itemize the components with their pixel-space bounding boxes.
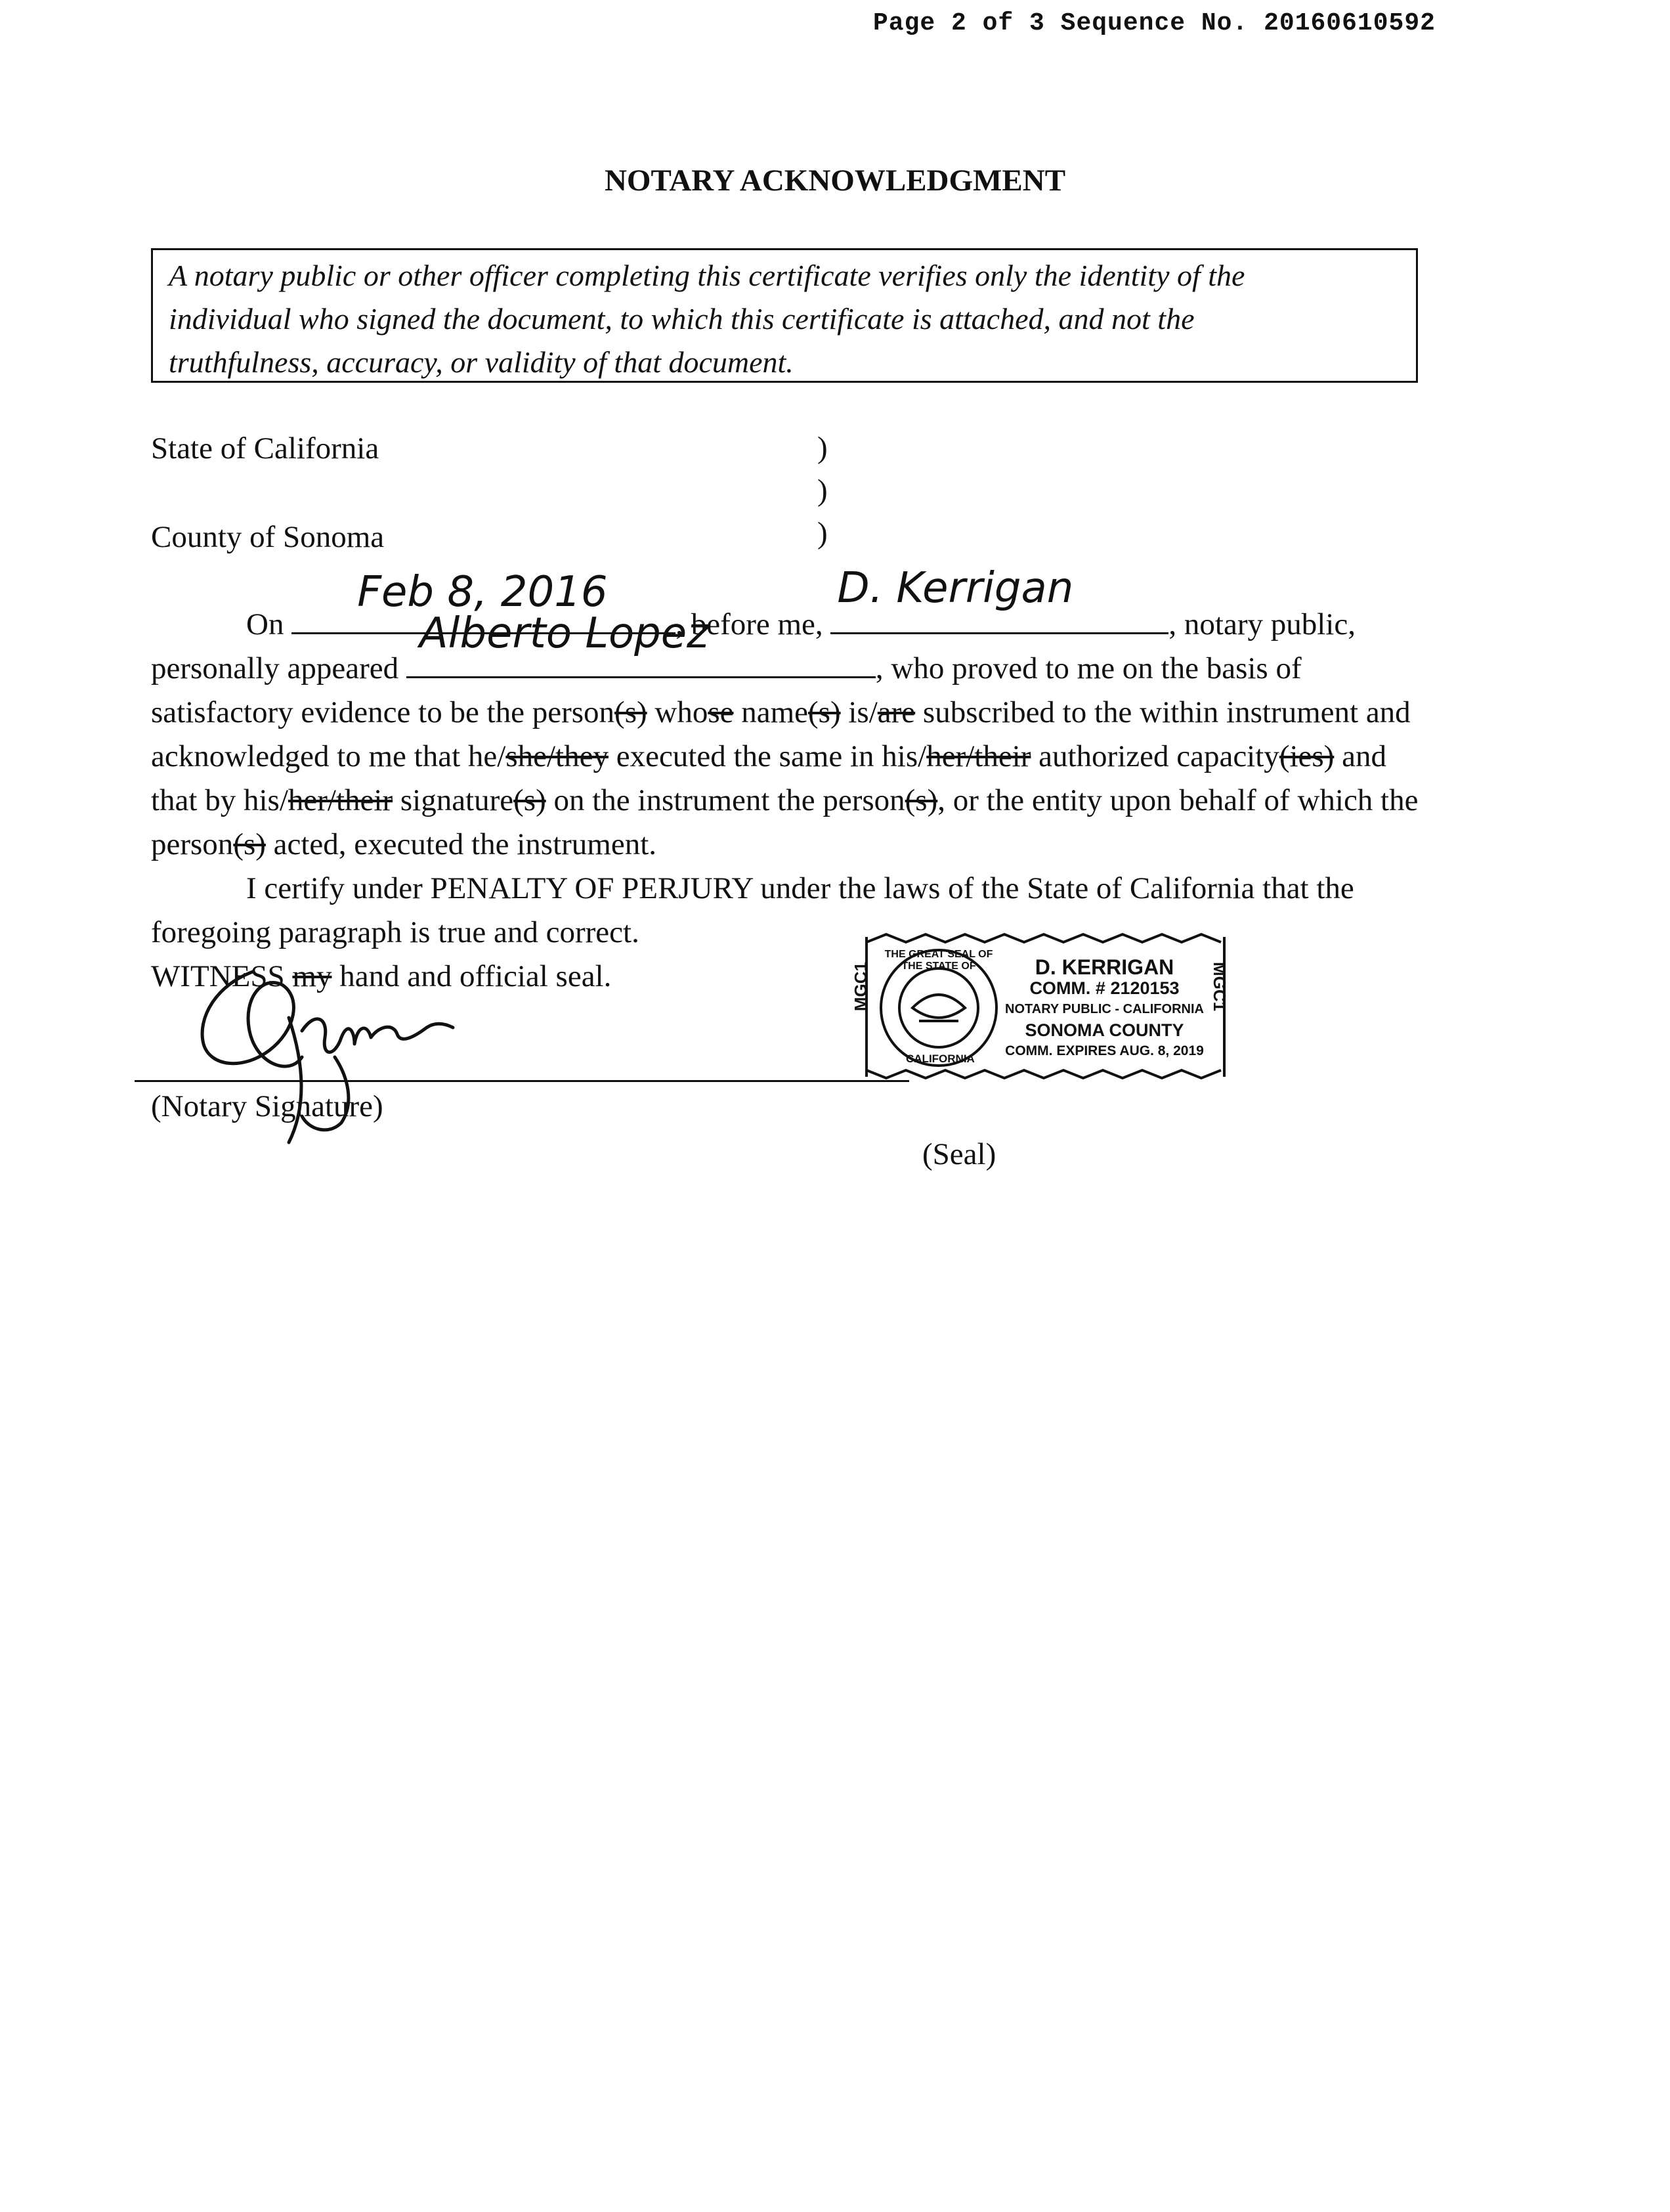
disclaimer-line-2: individual who signed the document, to which this certificate is attached, and not the	[169, 302, 1195, 336]
struck-text: (s)	[614, 695, 647, 729]
personally-appeared-label: personally appeared	[151, 651, 399, 685]
seal-county: SONOMA COUNTY	[1025, 1020, 1184, 1040]
text-segment: hand and official seal.	[332, 959, 612, 993]
acknowledgment-line-3	[151, 691, 1411, 735]
struck-text: her/their	[926, 739, 1031, 773]
seal-side-code-right: MGC1	[1210, 962, 1230, 1012]
before-me-label: , before me,	[675, 607, 823, 641]
acknowledgment-line-5	[151, 779, 1418, 823]
on-label: On	[246, 607, 284, 641]
text-segment: signature	[393, 783, 514, 817]
struck-text: her/their	[288, 783, 393, 817]
text-segment: executed the same in his/	[608, 739, 927, 773]
seal-circle-top-text: THE GREAT SEAL OF THE STATE OF	[884, 949, 993, 972]
text-segment: acted, executed the instrument.	[265, 827, 657, 861]
seal-side-code-left: MGC1	[851, 962, 870, 1012]
text-segment: WITNESS	[151, 959, 293, 993]
signature-line	[135, 1080, 909, 1082]
text-segment: and	[1334, 739, 1386, 773]
acknowledgment-line-6	[151, 823, 656, 867]
seal-notary-name: D. KERRIGAN	[1035, 955, 1174, 979]
venue-paren-2: )	[817, 473, 828, 508]
certify-line-1: I certify under PENALTY OF PERJURY under the laws of the State of California that the	[246, 871, 1354, 905]
text-segment: on the instrument the person	[546, 783, 905, 817]
seal-circle-bottom-text: CALIFORNIA	[906, 1052, 975, 1065]
text-segment: name	[733, 695, 809, 729]
notary-name-handwritten: D. Kerrigan	[837, 564, 1074, 613]
seal-commission-number: COMM. # 2120153	[1029, 978, 1180, 998]
disclaimer-box	[151, 248, 1418, 383]
acknowledgment-line-1	[246, 564, 1356, 647]
struck-text: my	[292, 959, 332, 993]
person-name-handwritten: Alberto Lopez	[419, 609, 709, 658]
struck-text: (s)	[233, 827, 266, 861]
notary-signature-label: (Notary Signature)	[151, 1089, 383, 1123]
text-segment: authorized capacity	[1031, 739, 1279, 773]
text-segment: , or the entity upon behalf of which the	[937, 783, 1419, 817]
text-segment: that by his/	[151, 783, 288, 817]
notary-name-field	[830, 564, 1168, 634]
struck-text: (s)	[513, 783, 546, 817]
text-segment: acknowledged to me that he/	[151, 739, 506, 773]
text-segment: satisfactory evidence to be the person	[151, 695, 615, 729]
seal-expiration: COMM. EXPIRES AUG. 8, 2019	[1005, 1043, 1204, 1058]
struck-text: (ies)	[1279, 739, 1335, 773]
document-title: NOTARY ACKNOWLEDGMENT	[604, 163, 1066, 198]
venue-paren-3: )	[817, 516, 828, 550]
acknowledgment-line-4	[151, 735, 1386, 779]
text-segment: person	[151, 827, 234, 861]
struck-text: se	[708, 695, 734, 729]
text-segment: subscribed to the within instrument and	[915, 695, 1411, 729]
notary-stamp	[847, 922, 1234, 1093]
date-handwritten: Feb 8, 2016	[357, 568, 608, 617]
struck-text: are	[877, 695, 916, 729]
struck-text: she/they	[505, 739, 609, 773]
notary-public-label: , notary public,	[1168, 607, 1356, 641]
certify-line-2: foregoing paragraph is true and correct.	[151, 915, 639, 949]
seal-title: NOTARY PUBLIC - CALIFORNIA	[1005, 1002, 1204, 1016]
struck-text: (s)	[808, 695, 841, 729]
venue-paren-1: )	[817, 431, 828, 465]
venue-state: State of California	[151, 431, 379, 466]
seal-label: (Seal)	[922, 1137, 996, 1171]
disclaimer-line-3: truthfulness, accuracy, or validity of that document.	[169, 345, 794, 379]
disclaimer-line-1: A notary public or other officer completing this certificate verifies only the identity of the	[169, 259, 1245, 292]
seal-text-block	[1001, 957, 1208, 1062]
text-segment: who	[647, 695, 708, 729]
who-proved-label: , who proved to me on the basis of	[875, 651, 1302, 685]
text-segment: is/	[840, 695, 878, 729]
venue-county: County of Sonoma	[151, 520, 385, 554]
page-sequence-header: Page 2 of 3 Sequence No. 20160610592	[873, 9, 1436, 37]
struck-text: (s)	[905, 783, 938, 817]
